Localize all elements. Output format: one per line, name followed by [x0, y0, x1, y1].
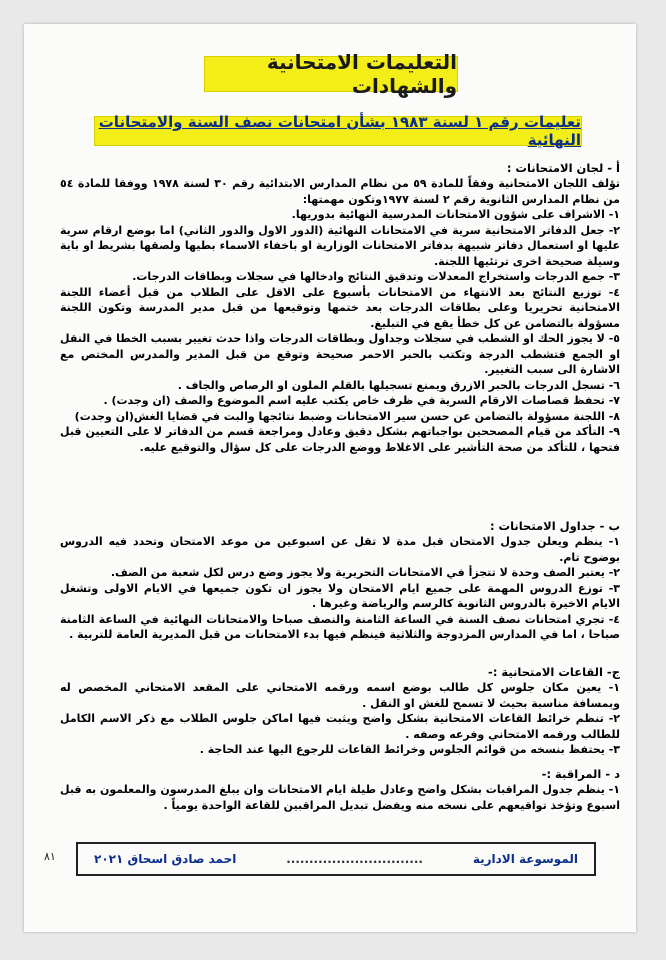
section-exam-halls — [60, 664, 620, 758]
section-a-item-4: ٤- توزيع النتائج بعد الانتهاء من الامتحانات بأسبوع على الاقل على الطلاب من قبل أعضاء اللجنة الامتحانية تحريريا وعلى بطاقات الدرجات بعد ختمها وتوقيعها من قبل مدير المدرسة وتكون اللجنة مسؤولة بالتضامن عن كل خطأ يقع في التبليغ. — [60, 285, 620, 330]
section-d-heading: د - المراقبة :- — [541, 767, 620, 781]
section-exam-schedules — [60, 518, 620, 643]
section-a-item-9: ٩- التأكد من قيام المصححين بواجباتهم بشكل دقيق وعادل ومراجعة قسم من الدفاتر لا على التعيين قبل فتحها ، للتأكد من صحة التأشير على الاغلاط ووضع الدرجات على كل سؤال والتوقيع عليه. — [60, 425, 620, 454]
page-number: ٨١ — [44, 850, 56, 863]
section-c-item-3: ٣- يحتفظ بنسخه من قوائم الجلوس وخرائط القاعات للرجوع اليها عند الحاجة . — [199, 743, 620, 756]
section-b-item-3: ٣- توزع الدروس المهمة على جميع ايام الامتحان ولا يجوز ان تكون جميعها في الايام الاولى وتشغل الايام الاخيرة بالدروس الثانوية كالرسم والرياضة وغيرها . — [60, 581, 620, 610]
footer-box — [76, 842, 596, 876]
section-a-item-6: ٦- تسجل الدرجات بالحبر الازرق ويمنع تسجيلها بالقلم الملون او الرصاص والجاف . — [177, 378, 620, 392]
section-b-item-2: ٢- يعتبر الصف وحدة لا تتجزأ في الامتحانات التحريرية ولا يجوز وضع درس لكل شعبة من الصف. — [110, 566, 620, 579]
section-exam-committees — [60, 160, 620, 455]
section-invigilation — [60, 766, 620, 813]
section-a-item-8: ٨- اللجنة مسؤولة بالتضامن عن حسن سير الامتحانات وضبط نتائجها والبت في قضايا الغش(ان وجدت) — [74, 409, 620, 423]
section-c-item-1: ١- يعين مكان جلوس كل طالب بوضع اسمه ورقمه الامتحاني على المقعد الامتحاني المخصص له وبمسافة مناسبة بحيث لا تسمح للغش او النقل . — [60, 681, 620, 710]
section-b-item-4: ٤- تجري امتحانات نصف السنة في الساعة الثامنة والنصف صباحا والامتحانات النهائية في الساعة الثامنة صباحا ، اما في المدارس المزدوجة والثلاثية فينظم فيها بدء الامتحانات من قبل المديرية العامة للتربية . — [60, 612, 620, 641]
section-a-item-3: ٣- جمع الدرجات واستخراج المعدلات وتدقيق النتائج وادخالها في سجلات وبطاقات الدرجات. — [132, 270, 620, 283]
section-d-item-1: ١- ينظم جدول المراقبات بشكل واضح وعادل طيلة ايام الامتحانات وان يبلغ المدرسون والمعلمون به قبل اسبوع وتؤخذ تواقيعهم على نسخه منه ويفضل تبديل المراقبين للقاعة الواحدة يومياً . — [60, 783, 620, 812]
section-a-heading: أ - لجان الامتحانات : — [506, 161, 620, 175]
document-page — [24, 24, 636, 932]
footer-dots: .............................. — [286, 852, 423, 866]
footer-publication: الموسوعة الادارية — [472, 852, 578, 866]
section-b-heading: ب - جداول الامتحانات : — [489, 519, 620, 533]
section-b-item-1: ١- ينظم ويعلن جدول الامتحان قبل مدة لا تقل عن اسبوعين من موعد الامتحان وتحدد فيه الدروس بوضوح تام. — [60, 535, 620, 564]
section-a-item-2: ٢- جعل الدفاتر الامتحانية سرية في الامتحانات النهائية (الدور الاول والدور الثاني) اما بوضع ارقام سرية عليها او استعمال دفاتر شبيهة بدفاتر الامتحانات الوزارية او باخفاء الاسماء بطيها ولصقها بشريط او باية وسيلة صحيحة اخرى ترتئيها اللجنة. — [60, 223, 620, 268]
section-c-item-2: ٢- تنظم خرائط القاعات الامتحانية بشكل واضح ويثبت فيها اماكن جلوس الطلاب مع ذكر الاسم الكامل للطالب ورقمه الامتحاني وفرعه وصفه . — [60, 712, 620, 741]
section-c-heading: ج- القاعات الامتحانية :- — [488, 665, 620, 679]
section-a-item-7: ٧- تحفظ قصاصات الارقام السرية في ظرف خاص يكتب عليه اسم الموضوع والصف (ان وجدت) . — [103, 394, 620, 407]
footer-author: احمد صادق اسحاق ٢٠٢١ — [94, 852, 237, 866]
section-a-intro: تؤلف اللجان الامتحانية وفقاً للمادة ٥٩ من نظام المدارس الابتدائية رقم ٣٠ لسنة ١٩٧٨ ووفقا للمادة ٥٤ من نظام المدارس الثانوية رقم ٢ لسنة ١٩٧٧وتكون مهمتها: — [60, 177, 620, 206]
document-title: التعليمات الامتحانية والشهادات — [204, 56, 458, 92]
section-a-item-1: ١- الاشراف على شؤون الامتحانات المدرسية النهائية بدوريها. — [291, 208, 620, 221]
document-subtitle: تعليمات رقم ١ لسنة ١٩٨٣ بشأن امتحانات نصف السنة والامتحانات النهائية — [94, 116, 582, 146]
section-a-item-5: ٥- لا يجوز الحك او الشطب في سجلات وجداول وبطاقات الدرجات واذا حدث تغيير بسبب الخطا في النقل او الجمع فتشطب الدرجة وتكتب بالحبر الاحمر صحيحة وتوقع من قبل المدير والمدرس المختص مع الاشارة الى سبب التغيير. — [60, 332, 620, 376]
